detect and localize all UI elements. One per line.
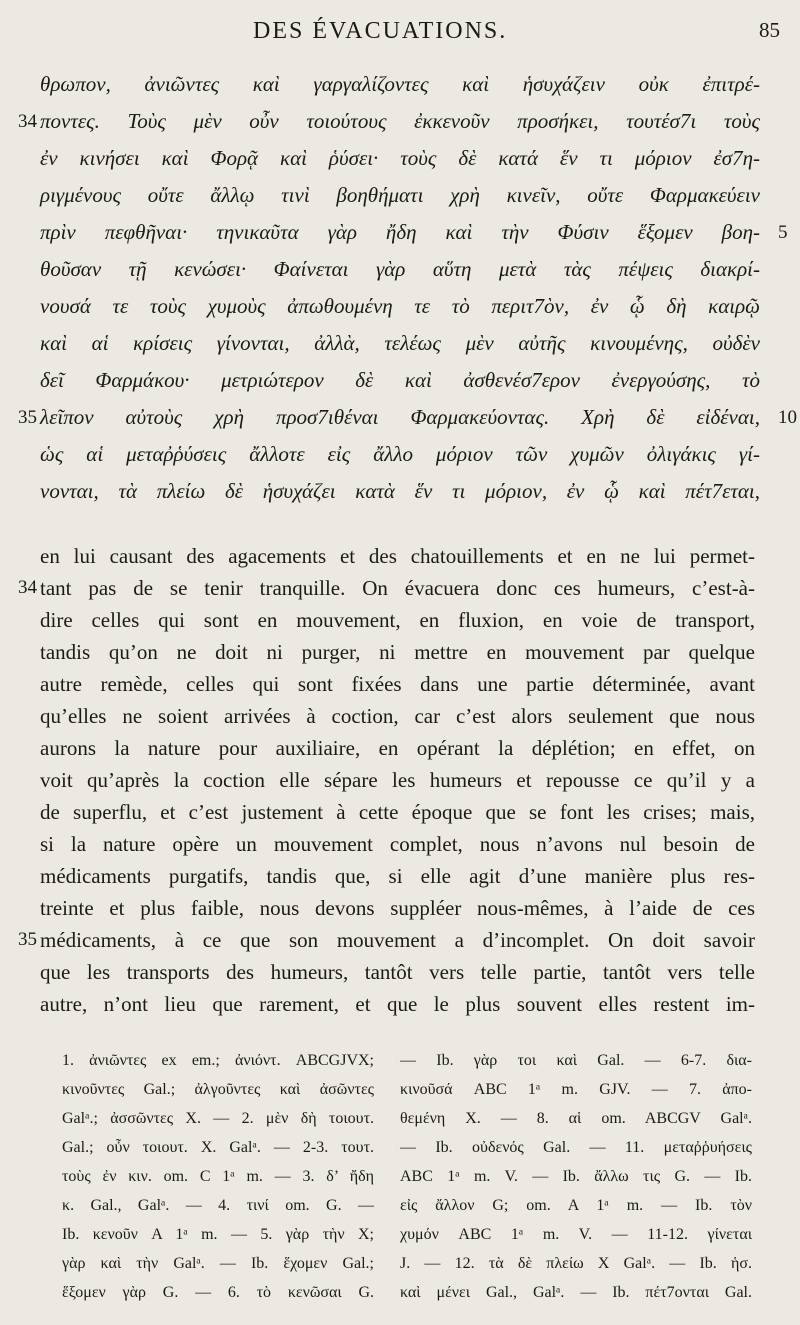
apparatus-right-column xyxy=(400,1046,752,1307)
french-line: autre remède, celles qui sont fixées dans une partie déterminée, avant xyxy=(40,672,755,696)
running-head xyxy=(0,18,800,50)
french-line: médicaments purgatifs, tandis que, si elle agit d’une manière plus res- xyxy=(40,864,755,888)
line-number: 35 xyxy=(18,929,37,950)
greek-line: δεῖ Φαρμάκου· μετριώτερον δὲ καὶ ἀσθενέσ7ερον ἐνεργούσης, τὸ xyxy=(40,368,760,392)
apparatus-line: κινοῦντες Gal.; ἀλγοῦντες καὶ ἀσῶντες xyxy=(62,1081,374,1098)
greek-line: νουσά τε τοὺς χυμοὺς ἀπωθουμένη τε τὸ περιτ7ὸν, ἐν ᾧ δὴ καιρῷ xyxy=(40,294,760,318)
apparatus-line: — Ib. οὐδενός Gal. — 11. μεταῤῥυήσεις xyxy=(400,1139,752,1156)
french-line: si la nature opère un mouvement complet, nous n’avons nul besoin de xyxy=(40,832,755,856)
apparatus-line: — Ib. γὰρ τοι καὶ Gal. — 6-7. δια- xyxy=(400,1052,752,1069)
french-line: médicaments, à ce que son mouvement a d’incomplet. On doit savoir 35 xyxy=(40,924,755,956)
french-line: de superflu, et c’est justement à cette époque que se font les crises; mais, xyxy=(40,800,755,824)
french-line: aurons la nature pour auxiliaire, en opérant la déplétion; en effet, on xyxy=(40,736,755,760)
line-number: 5 xyxy=(778,222,788,243)
french-line: tandis qu’on ne doit ni purger, ni mettre en mouvement par quelque xyxy=(40,640,755,664)
apparatus-line: ἕξομεν γὰρ G. — 6. τὸ κενῶσαι G. xyxy=(62,1284,374,1301)
french-line: treinte et plus faible, nous devons suppléer nous-mêmes, à l’aide de ces xyxy=(40,896,755,920)
apparatus-left-column xyxy=(62,1046,374,1307)
running-title: DES ÉVACUATIONS. xyxy=(253,18,508,44)
apparatus-line: ABC 1ᵃ m. V. — Ib. ἄλλω τις G. — Ib. xyxy=(400,1168,752,1185)
french-line: en lui causant des agacements et des chatouillements et en ne lui permet- xyxy=(40,544,755,568)
greek-line: θρωπον, ἀνιῶντες καὶ γαργαλίζοντες καὶ ἡσυχάζειν οὐκ ἐπιτρέ- xyxy=(40,72,760,96)
french-line: autre, n’ont lieu que rarement, et que le plus souvent elles restent im- xyxy=(40,992,755,1016)
apparatus-line: Ib. κενοῦν A 1ᵃ m. — 5. γὰρ τὴν X; xyxy=(62,1226,374,1243)
page-number: 85 xyxy=(759,18,780,42)
greek-line: ἐν κινήσει καὶ Φορᾷ καὶ ῥύσει· τοὺς δὲ κατά ἕν τι μόριον ἐσ7η- xyxy=(40,146,760,170)
greek-text-block xyxy=(18,66,797,510)
french-line: que les transports des humeurs, tantôt vers telle partie, tantôt vers telle xyxy=(40,960,755,984)
apparatus-line: θεμένη X. — 8. αἱ om. ABCGV Galᵃ. xyxy=(400,1110,752,1127)
french-line: qu’elles ne soient arrivées à coction, car c’est alors seulement que nous xyxy=(40,704,755,728)
apparatus-line: J. — 12. τὰ δὲ πλείω X Galᵃ. — Ib. ἡσ. xyxy=(400,1255,752,1272)
apparatus-line: Gal.; οὖν τοιουτ. X. Galᵃ. — 2-3. τουτ. xyxy=(62,1139,374,1156)
apparatus-line: κ. Gal., Galᵃ. — 4. τινί om. G. — xyxy=(62,1197,374,1214)
greek-line: πρὶν πεφθῆναι· τηνικαῦτα γὰρ ἤδη καὶ τὴν Φύσιν ἕξομεν βοη- 5 xyxy=(40,214,760,251)
apparatus-line: τοὺς ἐν κιν. om. C 1ᵃ m. — 3. δ’ ἤδη xyxy=(62,1168,374,1185)
apparatus-line: καὶ μένει Gal., Galᵃ. — Ib. πέτ7ονται Gal. xyxy=(400,1284,752,1301)
apparatus-line: 1. ἀνιῶντες ex em.; ἀνιόντ. ABCGJVX; xyxy=(62,1052,374,1069)
apparatus-line: κινοῦσά ABC 1ᵃ m. GJV. — 7. ἀπο- xyxy=(400,1081,752,1098)
greek-line: λεῖπον αὐτοὺς χρὴ προσ7ιθέναι Φαρμακεύοντας. Χρὴ δὲ εἰδέναι, 35 10 xyxy=(40,399,760,436)
greek-line: ποντες. Τοὺς μὲν οὖν τοιούτους ἐκκενοῦν προσήκει, τουτέσ7ι τοὺς 34 xyxy=(40,103,760,140)
apparatus-line: Galᵃ.; ἀσσῶντες X. — 2. μὲν δὴ τοιουτ. xyxy=(62,1110,374,1127)
apparatus-line: χυμόν ABC 1ᵃ m. V. — 11-12. γίνεται xyxy=(400,1226,752,1243)
apparatus-line: εἰς ἄλλον G; om. A 1ᵃ m. — Ib. τὸν xyxy=(400,1197,752,1214)
apparatus-line: γὰρ καὶ τὴν Galᵃ. — Ib. ἕχομεν Gal.; xyxy=(62,1255,374,1272)
greek-line: καὶ αἱ κρίσεις γίνονται, ἀλλὰ, τελέως μὲν αὐτῆς κινουμένης, οὐδὲν xyxy=(40,331,760,355)
line-number: 10 xyxy=(778,407,797,428)
greek-line: ριγμένους οὔτε ἄλλῳ τινὶ βοηθήματι χρὴ κινεῖν, οὔτε Φαρμακεύειν xyxy=(40,183,760,207)
line-number: 34 xyxy=(18,111,37,132)
french-line: tant pas de se tenir tranquille. On évacuera donc ces humeurs, c’est-à- 34 xyxy=(40,572,755,604)
french-line: dire celles qui sont en mouvement, en fluxion, en voie de transport, xyxy=(40,608,755,632)
french-line: voit qu’après la coction elle sépare les humeurs et repousse ce qu’il y a xyxy=(40,768,755,792)
french-translation-block xyxy=(18,540,755,1020)
greek-line: ὡς αἱ μεταῤῥύσεις ἄλλοτε εἰς ἄλλο μόριον τῶν χυμῶν ὀλιγάκις γί- xyxy=(40,442,760,466)
greek-line: νονται, τὰ πλείω δὲ ἡσυχάζει κατὰ ἕν τι μόριον, ἐν ᾧ καὶ πέτ7εται, xyxy=(40,479,760,503)
line-number: 34 xyxy=(18,577,37,598)
line-number: 35 xyxy=(18,407,37,428)
greek-line: θοῦσαν τῇ κενώσει· Φαίνεται γὰρ αὕτη μετὰ τὰς πέψεις διακρί- xyxy=(40,257,760,281)
